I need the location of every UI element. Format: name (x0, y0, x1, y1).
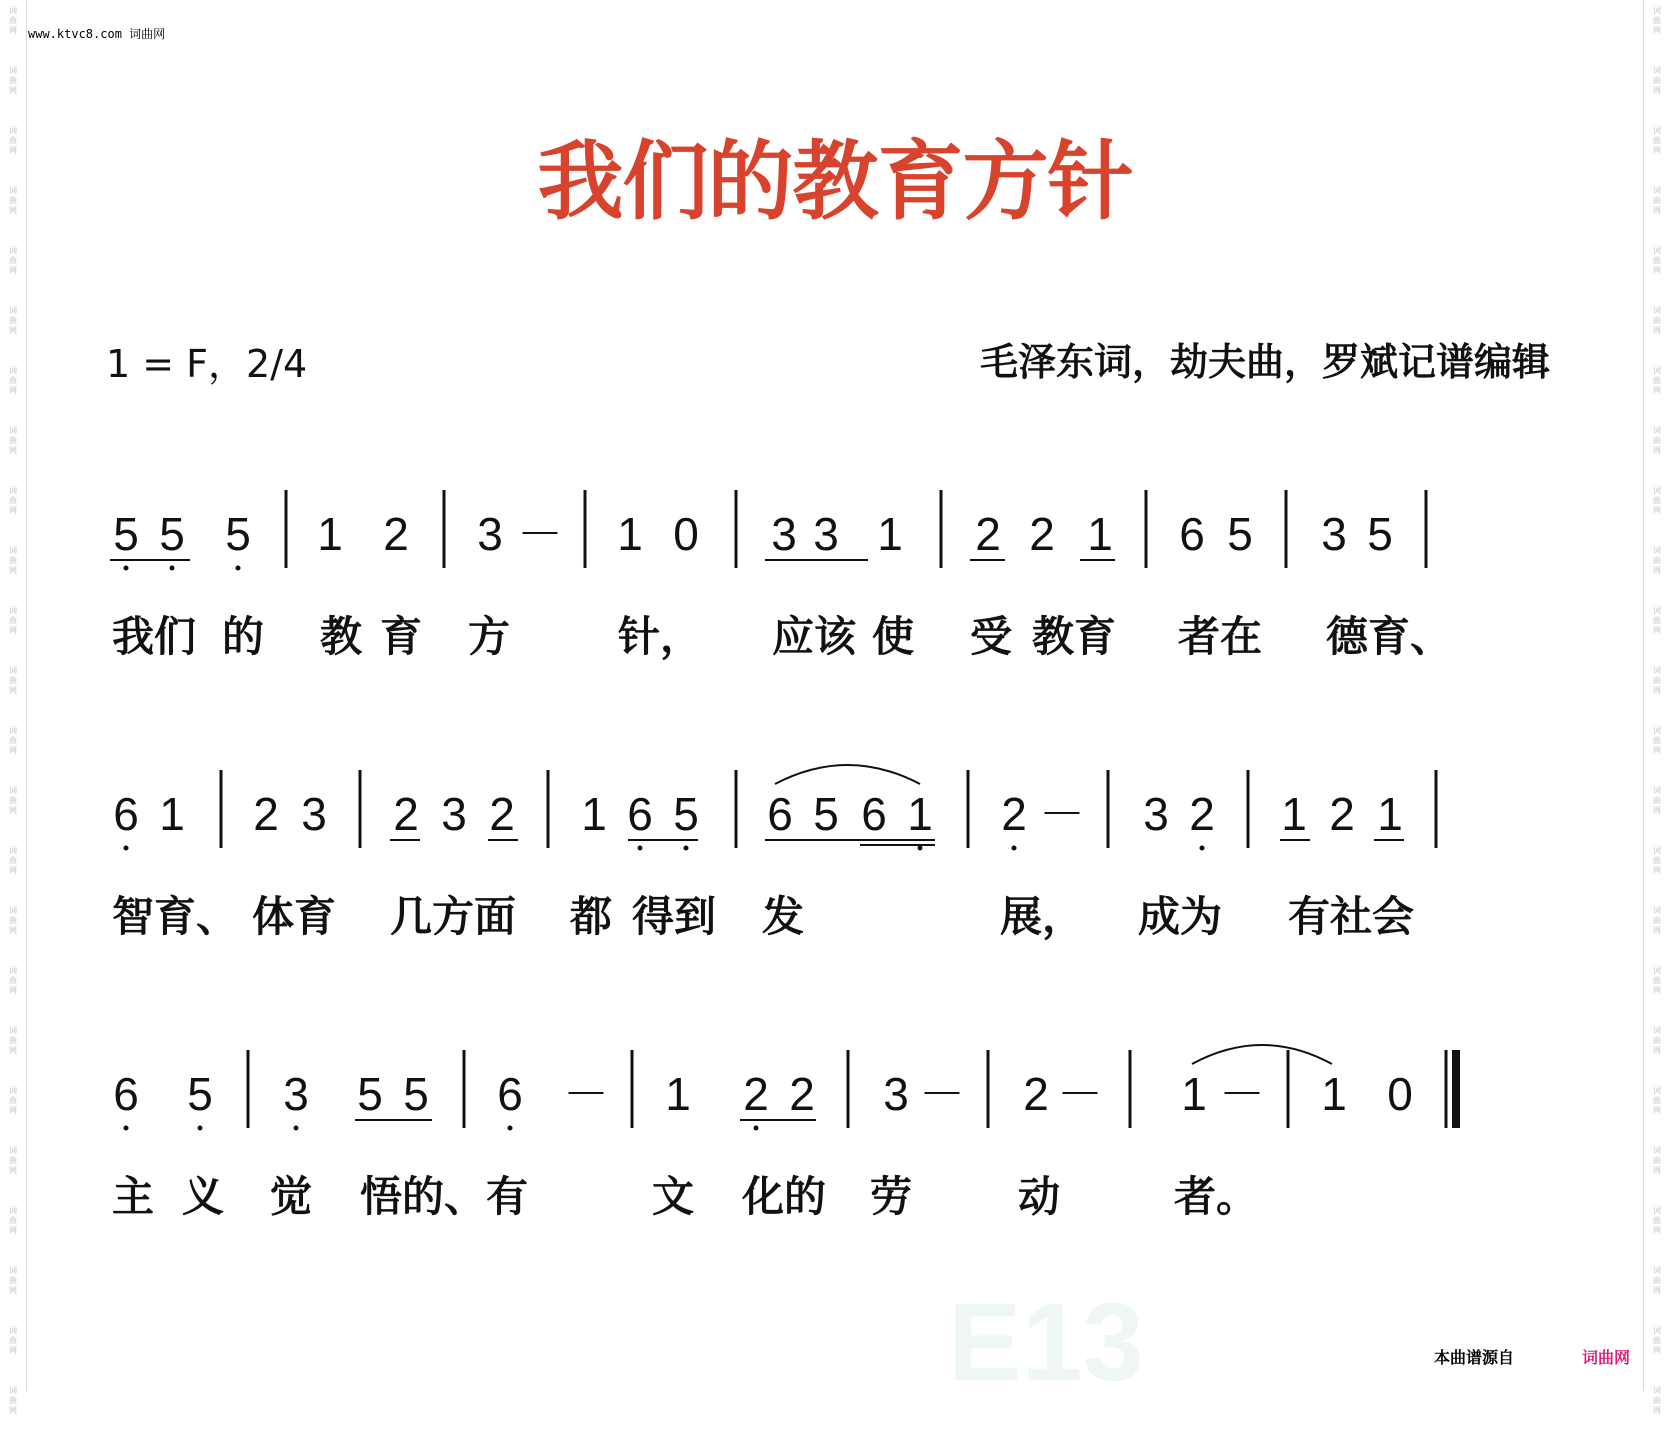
low-octave-dot (198, 1126, 203, 1131)
note: 5 (187, 1068, 213, 1120)
note-extension-dash: － (919, 1068, 965, 1120)
svg-text:E13: E13 (948, 1290, 1144, 1390)
lyric-word: 发 (762, 892, 805, 941)
note: 1 (159, 788, 185, 840)
lyric-word: 应该 (772, 612, 857, 661)
edge-watermark-mark: 词 曲 网 (9, 966, 17, 995)
edge-watermark-mark: 词 曲 网 (1653, 1146, 1661, 1175)
lyric-word: 德育、 (1326, 612, 1453, 661)
lyric-word: 主 (112, 1172, 155, 1221)
note: 1 (1377, 788, 1403, 840)
note: 5 (1367, 508, 1393, 560)
note: 6 (1179, 508, 1205, 560)
edge-watermark-mark: 词 曲 网 (9, 1026, 17, 1055)
edge-watermark-mark: 词 曲 网 (9, 666, 17, 695)
note: 6 (497, 1068, 523, 1120)
note: 3 (301, 788, 327, 840)
edge-watermark-mark: 词 曲 网 (1653, 786, 1661, 815)
note: 6 (113, 1068, 139, 1120)
note: 0 (673, 508, 699, 560)
edge-watermark-mark: 词 曲 网 (9, 186, 17, 215)
lyric-word: 文 (652, 1172, 695, 1221)
edge-watermark-mark: 词 曲 网 (1653, 966, 1661, 995)
lyric-word: 成为 (1138, 892, 1223, 941)
lyric-word: 都 (570, 892, 613, 941)
lyric-word: 方 (468, 612, 511, 661)
lyrics-row-1 (0, 604, 1670, 664)
lyrics-row-2 (0, 884, 1670, 944)
note: 2 (789, 1068, 815, 1120)
note: 1 (907, 788, 933, 840)
note: 5 (159, 508, 185, 560)
note: 3 (477, 508, 503, 560)
edge-watermark-mark: 词 曲 网 (9, 66, 17, 95)
slur-arc (775, 765, 920, 784)
edge-watermark-mark: 词 曲 网 (9, 906, 17, 935)
note: 3 (441, 788, 467, 840)
edge-watermark-mark: 词 曲 网 (1653, 6, 1661, 35)
edge-watermark-mark: 词 曲 网 (9, 786, 17, 815)
edge-watermark-mark: 词 曲 网 (1653, 726, 1661, 755)
note: 1 (1281, 788, 1307, 840)
edge-watermark-mark: 词 曲 网 (9, 606, 17, 635)
note: 3 (883, 1068, 909, 1120)
note: 1 (877, 508, 903, 560)
lyric-word: 化的 (742, 1172, 827, 1221)
edge-watermark-mark: 词 曲 网 (9, 726, 17, 755)
note: 5 (225, 508, 251, 560)
notation-row-2-svg (0, 760, 1670, 860)
note: 2 (1023, 1068, 1049, 1120)
lyric-word: 针， (618, 612, 703, 661)
lyric-word: 的 (222, 612, 265, 661)
note-extension-dash: － (517, 508, 563, 560)
note: 1 (1321, 1068, 1347, 1120)
low-octave-dot (638, 846, 643, 851)
faint-logo-watermark (948, 1290, 1248, 1390)
note: 1 (1181, 1068, 1207, 1120)
note: 6 (627, 788, 653, 840)
low-octave-dot (1200, 846, 1205, 851)
low-octave-dot (170, 566, 175, 571)
edge-watermark-mark: 词 曲 网 (1653, 366, 1661, 395)
key-signature: 1 = F，2/4 (106, 342, 308, 386)
low-octave-dot (294, 1126, 299, 1131)
lyric-word: 育 (380, 612, 423, 661)
edge-watermark-mark: 词 曲 网 (9, 486, 17, 515)
note: 2 (1001, 788, 1027, 840)
edge-watermark-mark: 词 曲 网 (9, 1326, 17, 1355)
lyric-word: 悟的、有 (360, 1172, 529, 1221)
low-octave-dot (684, 846, 689, 851)
note-extension-dash: － (1039, 788, 1085, 840)
note: 5 (673, 788, 699, 840)
notation-row-1-svg (0, 480, 1670, 580)
note: 2 (1329, 788, 1355, 840)
slur-arc (1192, 1045, 1332, 1064)
edge-watermark-mark: 词 曲 网 (9, 846, 17, 875)
note: 2 (383, 508, 409, 560)
note: 5 (357, 1068, 383, 1120)
lyric-word: 觉 (270, 1172, 313, 1221)
note-extension-dash: － (1057, 1068, 1103, 1120)
lyric-word: 智育、 (112, 892, 239, 941)
edge-watermark-mark: 词 曲 网 (9, 1086, 17, 1115)
lyric-word: 体育 (252, 892, 337, 941)
low-octave-dot (918, 846, 923, 851)
lyric-word: 展， (1000, 892, 1085, 941)
lyric-word: 义 (182, 1172, 225, 1221)
note: 3 (1143, 788, 1169, 840)
lyric-word: 教育 (1032, 612, 1117, 661)
edge-watermark-mark: 词 曲 网 (1653, 426, 1661, 455)
notation-row-1 (0, 480, 1670, 580)
edge-watermark-mark: 词 曲 网 (9, 306, 17, 335)
note: 6 (767, 788, 793, 840)
edge-watermark-mark: 词 曲 网 (9, 1206, 17, 1235)
note-extension-dash: － (1219, 1068, 1265, 1120)
note: 1 (665, 1068, 691, 1120)
lyric-word: 者。 (1174, 1172, 1259, 1221)
note: 1 (1087, 508, 1113, 560)
note: 2 (743, 1068, 769, 1120)
note: 5 (813, 788, 839, 840)
edge-watermark-mark: 词 曲 网 (1653, 546, 1661, 575)
lyric-word: 者在 (1178, 612, 1263, 661)
low-octave-dot (508, 1126, 513, 1131)
edge-watermark-mark: 词 曲 网 (1653, 906, 1661, 935)
note: 3 (1321, 508, 1347, 560)
edge-watermark-mark: 词 曲 网 (9, 1386, 17, 1415)
low-octave-dot (1012, 846, 1017, 851)
note: 2 (393, 788, 419, 840)
edge-watermark-mark: 词 曲 网 (1653, 1026, 1661, 1055)
note: 1 (581, 788, 607, 840)
low-octave-dot (124, 846, 129, 851)
note: 3 (771, 508, 797, 560)
note: 1 (317, 508, 343, 560)
edge-watermark-mark: 词 曲 网 (1653, 486, 1661, 515)
lyric-word: 我们 (112, 612, 197, 661)
note: 3 (283, 1068, 309, 1120)
lyric-word: 教 (320, 612, 363, 661)
edge-watermark-mark: 词 曲 网 (1653, 666, 1661, 695)
note: 5 (1227, 508, 1253, 560)
low-octave-dot (754, 1126, 759, 1131)
source-site-link[interactable]: 词曲网 (1582, 1348, 1631, 1367)
notation-row-3 (0, 1040, 1670, 1140)
low-octave-dot (124, 566, 129, 571)
edge-watermark-mark: 词 曲 网 (1653, 306, 1661, 335)
edge-watermark-mark: 词 曲 网 (1653, 1266, 1661, 1295)
edge-watermark-mark: 词 曲 网 (1653, 846, 1661, 875)
edge-watermark-mark: 词 曲 网 (9, 546, 17, 575)
edge-watermark-mark: 词 曲 网 (9, 366, 17, 395)
note: 5 (403, 1068, 429, 1120)
edge-watermark-mark: 词 曲 网 (1653, 1326, 1661, 1355)
low-octave-dot (236, 566, 241, 571)
low-octave-dot (124, 1126, 129, 1131)
note: 1 (617, 508, 643, 560)
note: 3 (813, 508, 839, 560)
note: 2 (1189, 788, 1215, 840)
song-credits: 毛泽东词，劫夫曲，罗斌记谱编辑 (979, 340, 1550, 384)
note: 0 (1387, 1068, 1413, 1120)
lyric-word: 得到 (632, 892, 717, 941)
edge-watermark-mark: 词 曲 网 (9, 1266, 17, 1295)
edge-watermark-mark: 词 曲 网 (1653, 66, 1661, 95)
lyric-word: 受 (970, 612, 1013, 661)
lyrics-row-3 (0, 1164, 1670, 1224)
note: 5 (113, 508, 139, 560)
edge-watermark-mark: 词 曲 网 (1653, 246, 1661, 275)
edge-watermark-mark: 词 曲 网 (1653, 126, 1661, 155)
lyric-word: 几方面 (390, 892, 517, 941)
edge-watermark-mark: 词 曲 网 (9, 6, 17, 35)
edge-watermark-mark: 词 曲 网 (1653, 606, 1661, 635)
lyric-word: 劳 (870, 1172, 913, 1221)
notation-row-3-svg (0, 1040, 1670, 1140)
edge-watermark-mark: 词 曲 网 (9, 1146, 17, 1175)
lyric-word: 动 (1018, 1172, 1061, 1221)
edge-watermark-mark: 词 曲 网 (9, 426, 17, 455)
note: 6 (861, 788, 887, 840)
song-title: 我们的教育方针 (537, 132, 1133, 232)
edge-watermark-mark: 词 曲 网 (1653, 186, 1661, 215)
note-extension-dash: － (563, 1068, 609, 1120)
edge-watermark-mark: 词 曲 网 (1653, 1206, 1661, 1235)
edge-watermark-mark: 词 曲 网 (9, 126, 17, 155)
source-label: 本曲谱源自 (1434, 1348, 1515, 1367)
edge-watermark-mark: 词 曲 网 (9, 246, 17, 275)
lyric-word: 使 (872, 612, 915, 661)
lyric-word: 有社会 (1288, 892, 1415, 941)
note: 2 (253, 788, 279, 840)
note: 2 (975, 508, 1001, 560)
edge-watermark-mark: 词 曲 网 (1653, 1086, 1661, 1115)
notation-row-2 (0, 760, 1670, 860)
note: 2 (489, 788, 515, 840)
note: 6 (113, 788, 139, 840)
note: 2 (1029, 508, 1055, 560)
site-url: www.ktvc8.com 词曲网 (28, 27, 166, 41)
edge-watermark-mark: 词 曲 网 (1653, 1386, 1661, 1415)
